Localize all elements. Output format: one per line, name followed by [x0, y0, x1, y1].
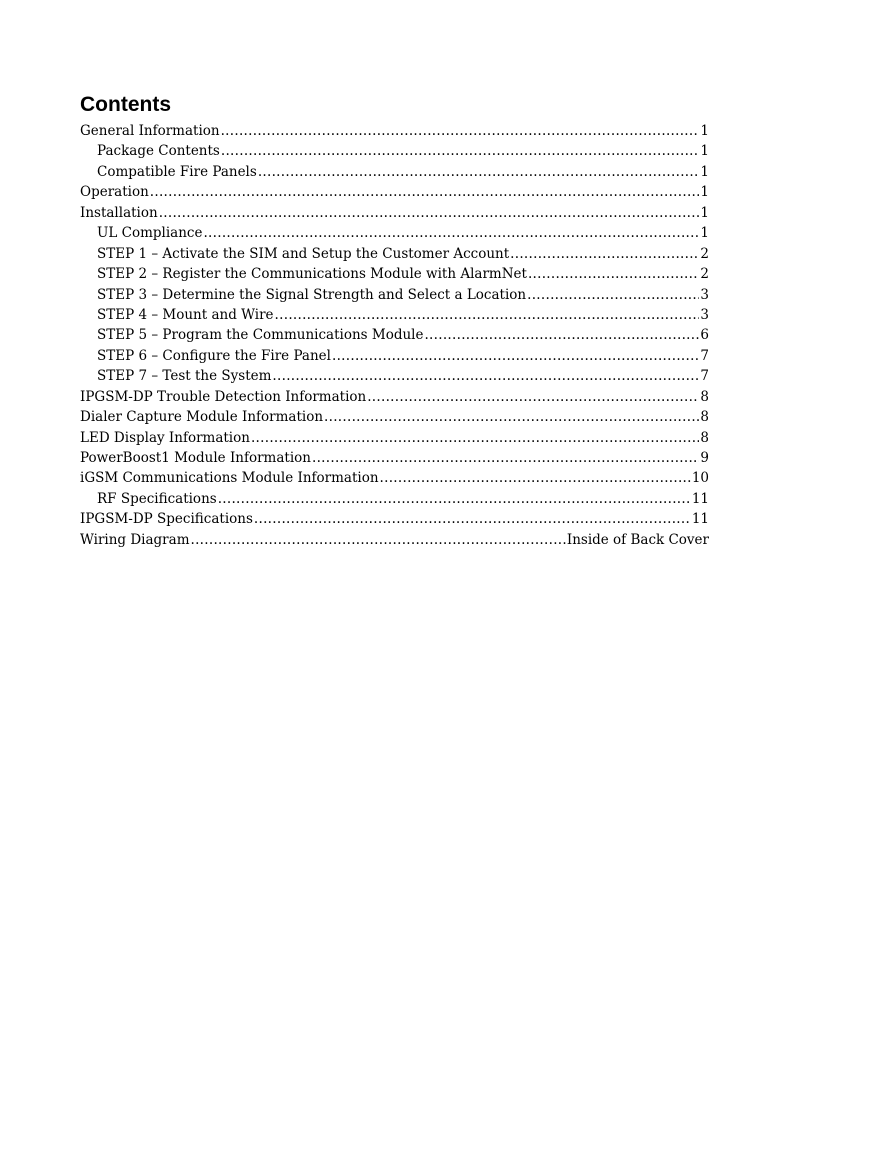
toc-entry-page: 8 — [700, 388, 709, 405]
dot-leader — [527, 285, 699, 305]
toc-entry-page: 6 — [700, 327, 709, 344]
dot-leader — [528, 264, 699, 284]
toc-entry-title: iGSM Communications Module Information — [80, 470, 379, 487]
toc-entry-page: 1 — [700, 123, 709, 139]
dot-leader — [275, 305, 700, 325]
toc-entry[interactable] — [80, 448, 709, 468]
toc-entry-title: Dialer Capture Module Information — [80, 409, 324, 426]
toc-entry[interactable] — [80, 121, 709, 141]
toc-entry[interactable] — [80, 162, 709, 182]
toc-entry[interactable] — [80, 530, 709, 550]
toc-entry[interactable] — [80, 203, 709, 223]
toc-entry-page: 11 — [691, 490, 709, 507]
toc-entry-page: 1 — [700, 184, 709, 201]
toc-entry[interactable] — [80, 182, 709, 202]
toc-entry-page: 1 — [700, 163, 709, 180]
toc-entry-title: STEP 7 – Test the System — [97, 368, 272, 385]
toc-entry[interactable] — [80, 489, 709, 509]
toc-entry[interactable] — [80, 366, 709, 386]
toc-entry-page: 2 — [700, 245, 709, 262]
toc-entry-title: STEP 6 – Configure the Fire Panel — [97, 347, 331, 364]
dot-leader — [221, 141, 700, 161]
toc-entry-page: 3 — [700, 306, 709, 323]
dot-leader — [312, 448, 699, 468]
toc-entry[interactable] — [80, 244, 709, 264]
toc-entry-page: 8 — [700, 429, 709, 446]
toc-entry-page: 3 — [700, 286, 709, 303]
toc-entry[interactable] — [80, 325, 709, 345]
toc-entry[interactable] — [80, 468, 709, 488]
dot-leader — [221, 121, 700, 141]
toc-entry-title: Compatible Fire Panels — [97, 163, 257, 180]
toc-entry-title: STEP 3 – Determine the Signal Strength and Select a Location — [97, 286, 527, 303]
toc-entry-title: STEP 5 – Program the Communications Module — [97, 327, 424, 344]
toc-entry[interactable] — [80, 387, 709, 407]
toc-entry-page: 8 — [700, 409, 709, 426]
toc-entry-page: 10 — [691, 470, 709, 487]
toc-entry[interactable] — [80, 346, 709, 366]
toc-entry-title: Wiring Diagram — [80, 531, 190, 548]
toc-entry[interactable] — [80, 305, 709, 325]
toc-entry-title: RF Specifications — [97, 490, 217, 507]
toc-entry-title: LED Display Information — [80, 429, 250, 446]
toc-entry[interactable] — [80, 285, 709, 305]
toc-entry-page: 1 — [700, 204, 709, 221]
contents-heading: Contents — [80, 93, 171, 116]
dot-leader — [380, 468, 691, 488]
toc-entry-page: 7 — [700, 368, 709, 385]
dot-leader — [332, 346, 699, 366]
toc-entry-title: STEP 1 – Activate the SIM and Setup the Customer Account — [97, 245, 510, 262]
toc-entry-title: STEP 2 – Register the Communications Module with AlarmNet — [97, 266, 527, 283]
toc-entry-title: Operation — [80, 184, 149, 201]
toc-entry-title: IPGSM-DP Specifications — [80, 511, 253, 528]
dot-leader — [159, 203, 700, 223]
dot-leader — [203, 223, 699, 243]
toc-entry-page: 2 — [700, 266, 709, 283]
dot-leader — [324, 407, 699, 427]
toc-entry-title: STEP 4 – Mount and Wire — [97, 306, 274, 323]
toc-entry[interactable] — [80, 223, 709, 243]
dot-leader — [424, 325, 699, 345]
dot-leader — [251, 428, 699, 448]
dot-leader — [191, 530, 566, 550]
toc-entry-page: 1 — [700, 225, 709, 242]
toc-entry-page: 9 — [700, 450, 709, 466]
toc-entry-title: PowerBoost1 Module Information — [80, 450, 311, 466]
toc-entry-title: Package Contents — [97, 143, 220, 160]
toc-entry-title: General Information — [80, 123, 220, 139]
toc-entry-title: UL Compliance — [97, 225, 203, 242]
dot-leader — [367, 387, 699, 407]
dot-leader — [272, 366, 699, 386]
toc-entry[interactable] — [80, 141, 709, 161]
toc-entry-title: IPGSM-DP Trouble Detection Information — [80, 388, 367, 405]
dot-leader — [510, 244, 699, 264]
toc-entry-page: 1 — [700, 143, 709, 160]
toc-entry-page: 11 — [691, 511, 709, 528]
dot-leader — [218, 489, 691, 509]
toc-entry[interactable] — [80, 509, 709, 529]
dot-leader — [254, 509, 691, 529]
toc-entry-page: 7 — [700, 347, 709, 364]
toc-entry[interactable] — [80, 407, 709, 427]
toc-entry[interactable] — [80, 264, 709, 284]
toc-entry-title: Installation — [80, 204, 158, 221]
table-of-contents — [80, 121, 709, 550]
toc-entry[interactable] — [80, 428, 709, 448]
toc-entry-page: Inside of Back Cover — [566, 531, 709, 548]
dot-leader — [258, 162, 700, 182]
dot-leader — [150, 182, 700, 202]
